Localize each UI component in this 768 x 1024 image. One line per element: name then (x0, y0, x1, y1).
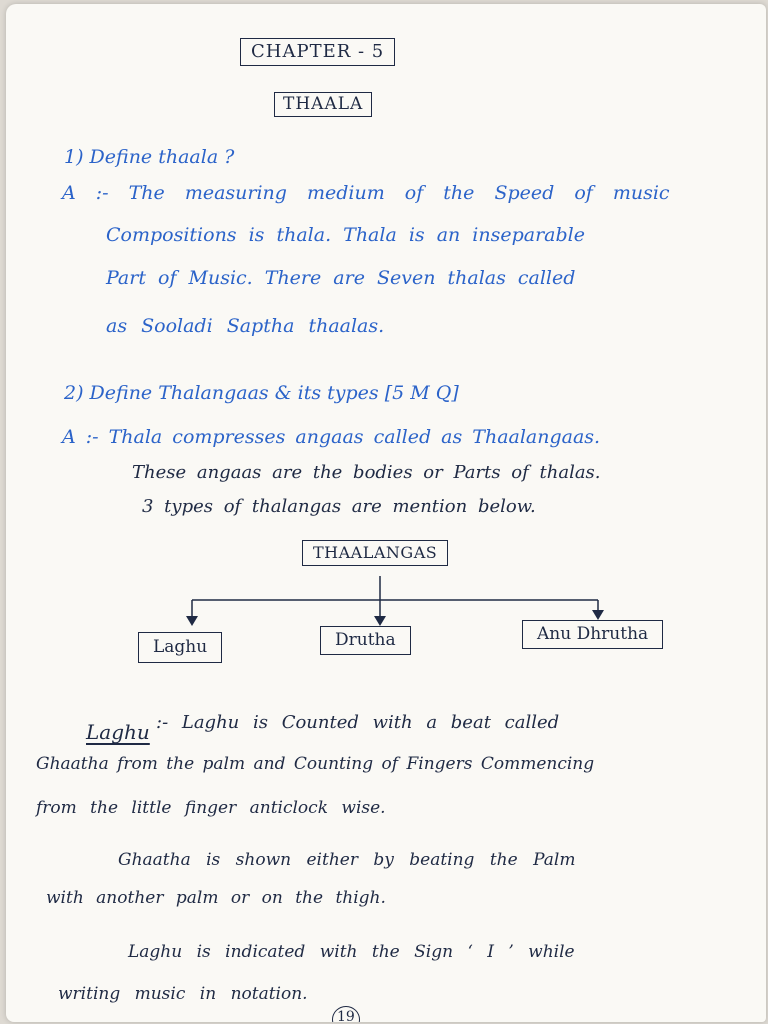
answer-2-line-3: 3 types of thalangas are mention below. (142, 496, 536, 517)
laghu-line-6: Laghu is indicated with the Sign ‘ I ’ while (128, 942, 575, 962)
diagram-child-anu-dhrutha: Anu Dhrutha (522, 620, 663, 649)
diagram-child-drutha: Drutha (320, 626, 411, 655)
arrow-anu-dhrutha (592, 610, 604, 620)
topic-title: THAALA (274, 92, 372, 117)
laghu-term: Laghu (86, 720, 150, 744)
diagram-root: THAALANGAS (302, 540, 448, 566)
answer-1-line-1: A :- The measuring medium of the Speed of music (62, 182, 670, 204)
notebook-page (6, 4, 766, 1022)
question-1: 1) Define thaala ? (64, 146, 235, 168)
answer-1-line-2: Compositions is thala. Thala is an inseparable (106, 224, 585, 246)
laghu-line-1: :- Laghu is Counted with a beat called (156, 712, 560, 733)
laghu-line-2: Ghaatha from the palm and Counting of Fingers Commencing (36, 754, 595, 774)
question-2: 2) Define Thalangaas & its types [5 M Q] (64, 382, 459, 404)
page-number: 19 (332, 1006, 360, 1022)
chapter-label: CHAPTER - 5 (240, 38, 395, 66)
laghu-line-5: with another palm or on the thigh. (46, 888, 386, 908)
laghu-line-7: writing music in notation. (58, 984, 308, 1004)
arrow-laghu (186, 616, 198, 626)
answer-1-line-3: Part of Music. There are Seven thalas called (106, 267, 576, 289)
answer-1-line-4: as Sooladi Saptha thaalas. (106, 315, 385, 337)
diagram-child-laghu: Laghu (138, 632, 222, 663)
laghu-line-4: Ghaatha is shown either by beating the Palm (118, 850, 576, 870)
tree-lines (192, 576, 598, 622)
arrow-drutha (374, 616, 386, 626)
answer-2-line-1: A :- Thala compresses angaas called as Thaalangaas. (62, 426, 601, 448)
laghu-line-3: from the little finger anticlock wise. (36, 798, 386, 818)
answer-2-line-2: These angaas are the bodies or Parts of thalas. (132, 462, 601, 483)
